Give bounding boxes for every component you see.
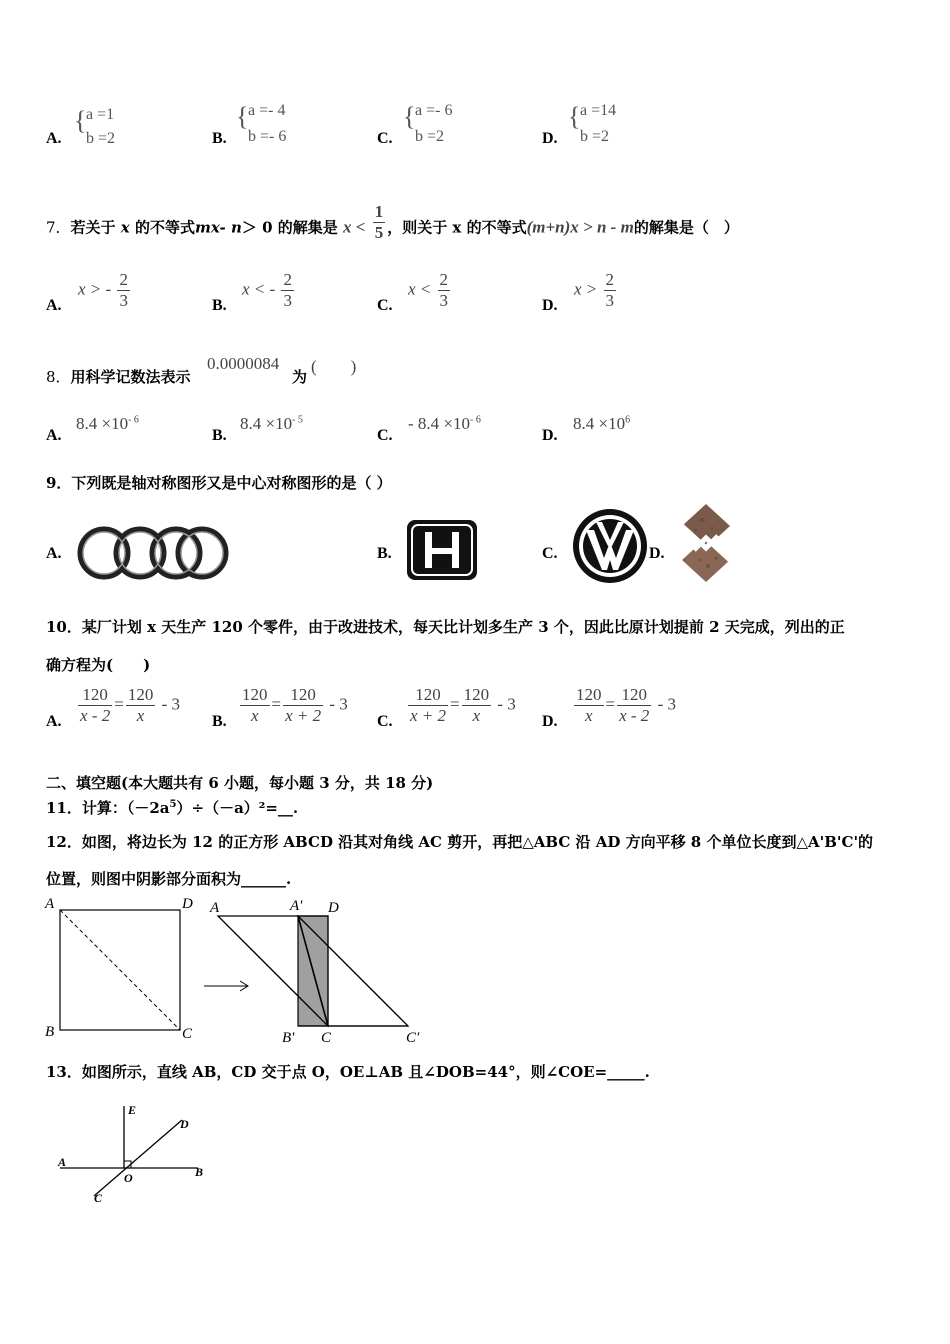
q9-stem: 9．下列既是轴对称图形又是中心对称图形的是（ ） bbox=[46, 474, 392, 492]
q8-option-c: - $8.4 \times 10^{- 6}$ bbox=[408, 414, 481, 433]
q6-d-row1: a =14 bbox=[580, 102, 617, 119]
q6-b-row2: b =- 6 bbox=[248, 128, 287, 145]
q12-fig2-label-a: A bbox=[210, 900, 220, 916]
q12-label-c: C bbox=[182, 1026, 193, 1042]
q13-label-o: O bbox=[124, 1171, 133, 1185]
q8-stem: 8．用科学记数法表示 bbox=[46, 368, 191, 386]
q13-label-a: A bbox=[58, 1155, 67, 1169]
q8-paren: ( ) bbox=[311, 357, 357, 376]
q7-option-c: x < $\frac{2}{3}$ bbox=[408, 270, 449, 310]
q8-option-b: $8.4 \times 10^{- 5}$ bbox=[240, 414, 303, 433]
q8-option-b-label: B. bbox=[212, 427, 227, 444]
q9-option-d-s-logo bbox=[678, 502, 734, 584]
q8-value: 0.0000084 bbox=[207, 354, 280, 373]
q6-option-a-label: A. bbox=[46, 130, 62, 147]
q7-inequality: (m+n)x > n - m bbox=[526, 217, 634, 237]
q6-c-row2: b =2 bbox=[415, 128, 445, 145]
q7-option-d-label: D. bbox=[542, 297, 558, 314]
q9-option-a-label: A. bbox=[46, 545, 62, 562]
q13-stem: 13．如图所示，直线 AB，CD 交于点 O，OE⊥AB 且∠DOB=44°，则∠COE=_____. bbox=[46, 1063, 650, 1081]
q10-option-c: $\frac{120}{x + 2}$ = $\frac{120}{x}$ - 3 bbox=[410, 685, 516, 725]
q7-condition-fraction: $\frac{1}{5}$ bbox=[374, 202, 384, 242]
q12-stem-line1: 12．如图，将边长为 12 的正方形 ABCD 沿其对角线 AC 剪开，再把△ABC 沿 AD 方向平移 8 个单位长度到△A'B'C'的 bbox=[46, 833, 874, 851]
q10-option-b-label: B. bbox=[212, 713, 227, 730]
q6-c-row1: a =- 6 bbox=[415, 102, 453, 119]
q9-option-b-h-logo bbox=[405, 518, 479, 582]
q12-fig2-label-c-prime: C′ bbox=[406, 1030, 420, 1046]
q7-stem: 7．若关于 x 的不等式mx- n＞ 0 的解集是 x < $\frac{1}{5}$ ，则关于 x 的不等式(m+n)x > n - m的解集是（ ） bbox=[46, 202, 739, 242]
q13-label-d: D bbox=[180, 1117, 189, 1131]
q12-diagonal-ac bbox=[60, 910, 180, 1030]
q12-figure bbox=[40, 892, 440, 1050]
q6-a-row1: a =1 bbox=[86, 106, 115, 123]
q7-option-d: x > $\frac{2}{3}$ bbox=[574, 270, 615, 310]
q13-label-c: C bbox=[94, 1191, 103, 1205]
q10-stem-line1: 10．某厂计划 x 天生产 120 个零件，由于改进技术，每天比计划多生产 3 个，因此比原计划提前 2 天完成，列出的正 bbox=[46, 618, 845, 636]
q10-option-a-label: A. bbox=[46, 713, 62, 730]
q10-option-d-label: D. bbox=[542, 713, 558, 730]
q12-fig2-label-c: C bbox=[321, 1030, 332, 1046]
q9-option-c-vw-logo bbox=[572, 508, 648, 584]
q6-option-b-label: B. bbox=[212, 130, 227, 147]
q6-option-b-system: { a =- 4 b =- 6 bbox=[236, 102, 287, 145]
q7-option-a: x > - $\frac{2}{3}$ bbox=[78, 270, 128, 310]
q12-fig2-label-d: D bbox=[328, 900, 339, 916]
q11-stem: 11．计算：$(-2a^5)\div(-a)^2=\_\_$. bbox=[46, 799, 299, 817]
q8-option-c-label: C. bbox=[377, 427, 393, 444]
q12-label-b: B bbox=[45, 1024, 55, 1040]
q6-b-row1: a =- 4 bbox=[248, 102, 286, 119]
section-heading-fill-in: 二、填空题(本大题共有 6 小题，每小题 3 分，共 18 分) bbox=[46, 774, 434, 792]
q12-fig2-label-a-prime: A′ bbox=[290, 898, 303, 914]
q10-option-a: $\frac{120}{x - 2}$ = $\frac{120}{x}$ - 3 bbox=[80, 685, 180, 725]
q9-option-a-rings-logo bbox=[74, 524, 230, 582]
q10-stem-line2: 确方程为( ) bbox=[46, 656, 151, 674]
q8-wei: 为 bbox=[292, 368, 308, 386]
q6-option-c-label: C. bbox=[377, 130, 393, 147]
q7-option-b-label: B. bbox=[212, 297, 227, 314]
q9-option-c-label: C. bbox=[542, 545, 558, 562]
q13-label-b: B bbox=[195, 1165, 204, 1179]
q10-option-c-label: C. bbox=[377, 713, 393, 730]
q10-option-b: $\frac{120}{x}$ = $\frac{120}{x + 2}$ - 3 bbox=[242, 685, 348, 725]
q8-option-d-label: D. bbox=[542, 427, 558, 444]
q12-label-a: A bbox=[45, 896, 55, 912]
q6-option-a-system: { a =1 b =2 bbox=[74, 106, 116, 147]
q10-option-d: $\frac{120}{x}$ = $\frac{120}{x - 2}$ - 3 bbox=[576, 685, 676, 725]
q7-option-c-label: C. bbox=[377, 297, 393, 314]
q8-option-a-label: A. bbox=[46, 427, 62, 444]
q9-option-b-label: B. bbox=[377, 545, 392, 562]
q7-condition: x < bbox=[343, 217, 366, 237]
q6-option-c-system: { a =- 6 b =2 bbox=[403, 102, 453, 145]
q6-a-row2: b =2 bbox=[86, 130, 116, 147]
q12-fig2-label-b-prime: B′ bbox=[282, 1030, 295, 1046]
q7-option-a-label: A. bbox=[46, 297, 62, 314]
q6-option-d-system: { a =14 b =2 bbox=[568, 102, 617, 145]
q6-option-d-label: D. bbox=[542, 130, 558, 147]
q8-option-a: $8.4 \times 10^{- 6}$ bbox=[76, 414, 139, 433]
q9-option-d-label: D. bbox=[649, 545, 665, 562]
q12-label-d: D bbox=[182, 896, 193, 912]
q13-line-cd bbox=[94, 1120, 182, 1196]
q6-d-row2: b =2 bbox=[580, 128, 610, 145]
q13-label-e: E bbox=[128, 1103, 137, 1117]
q13-figure bbox=[52, 1100, 222, 1210]
q7-option-b: x < - $\frac{2}{3}$ bbox=[242, 270, 292, 310]
q12-stem-line2: 位置，则图中阴影部分面积为______. bbox=[46, 870, 292, 888]
q8-option-d: $8.4 \times 10^6$ bbox=[573, 414, 631, 433]
